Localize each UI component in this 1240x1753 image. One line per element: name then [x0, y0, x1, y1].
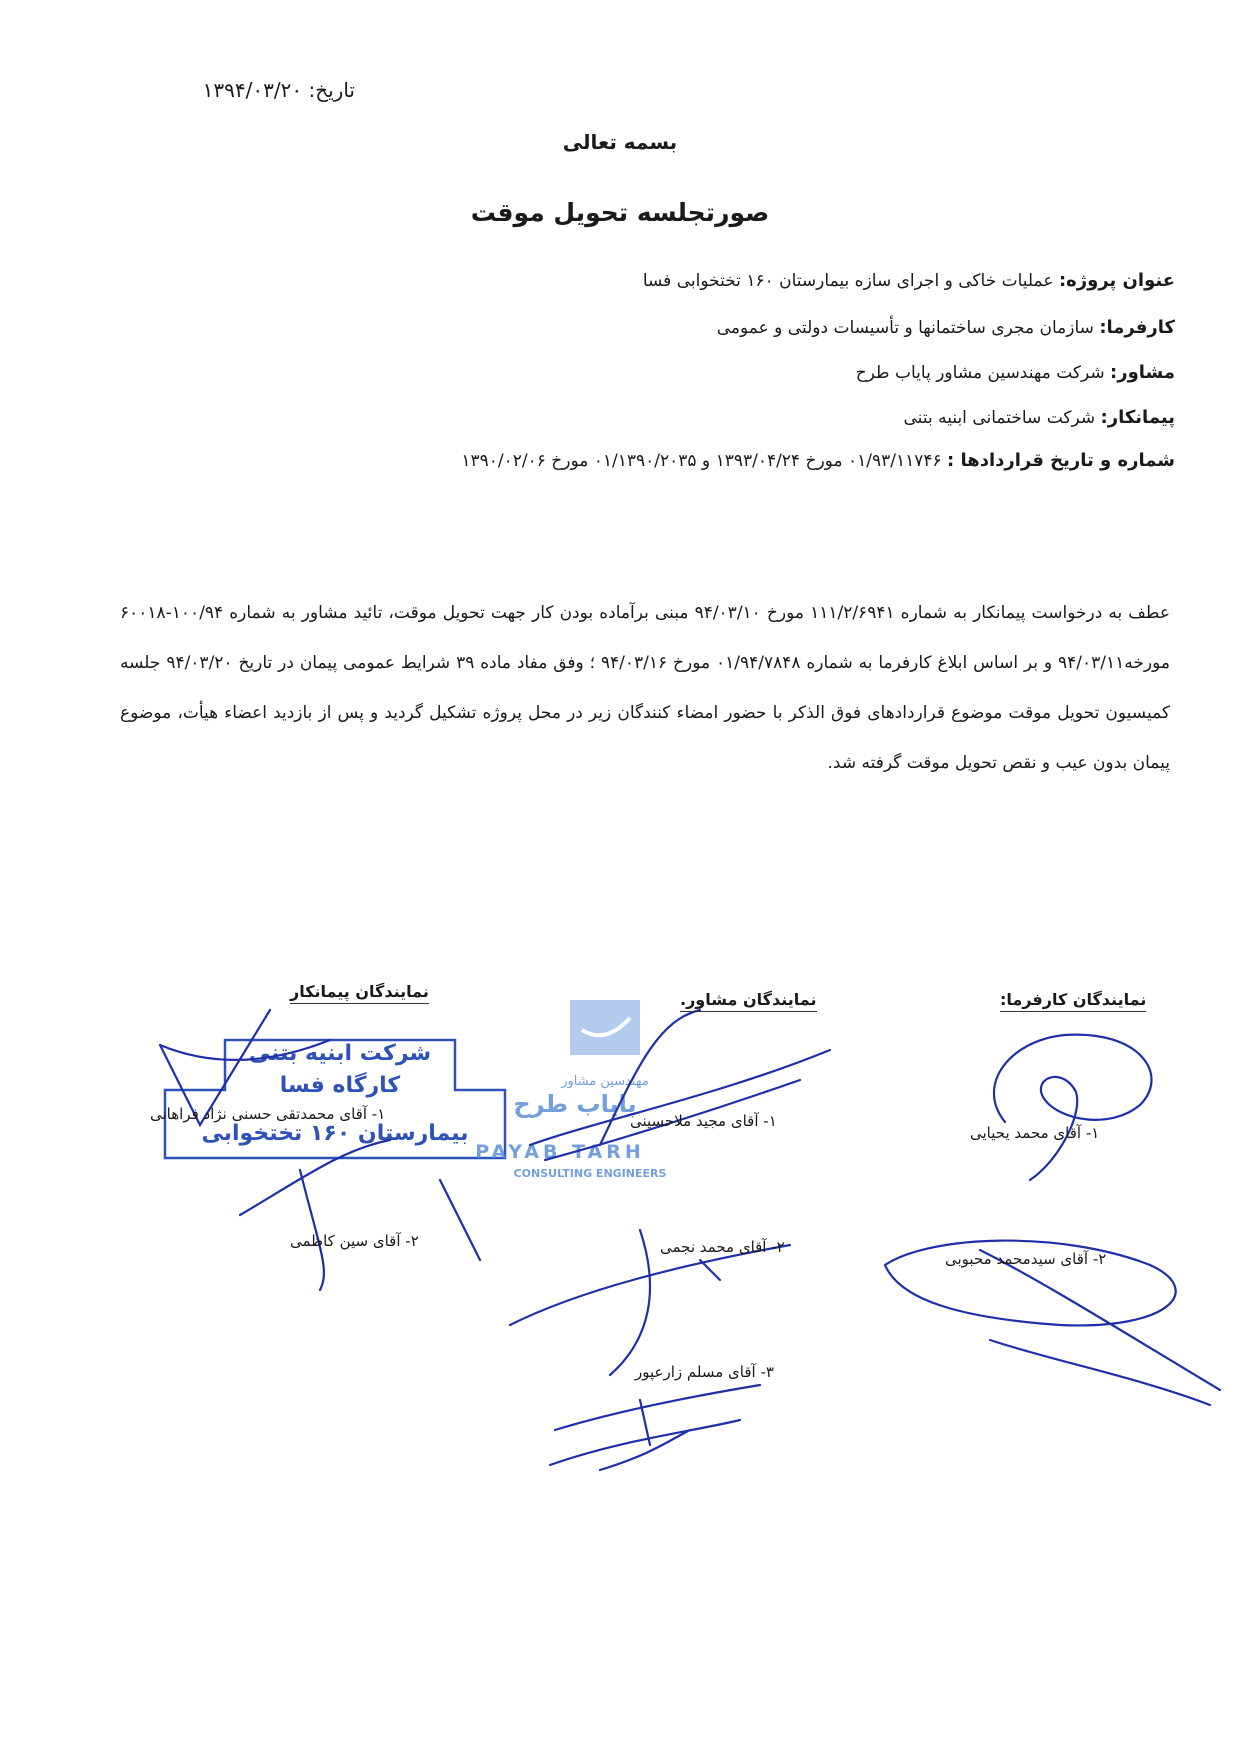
consultant-rep-3: ۳- آقای مسلم زارعپور [635, 1363, 774, 1381]
bismillah-heading: بسمه تعالی [562, 130, 678, 154]
contractor-stamp-line-3: بیمارستان ۱۶۰ تختخوابی [201, 1121, 469, 1146]
consultant-signature-3 [550, 1385, 760, 1470]
project-value: عملیات خاکی و اجرای سازه بیمارستان ۱۶۰ تختخوابی فسا [642, 271, 1054, 291]
contractor-stamp-line-1: شرکت ابنیه بتنی [248, 1041, 432, 1066]
employer-rep-2: ۲- آقای سیدمحمد محبوبی [945, 1250, 1107, 1268]
date-label: تاریخ: [308, 78, 355, 102]
contractor-row [200, 407, 1175, 428]
contractor-stamp [165, 1040, 505, 1158]
date-value: ۱۳۹۴/۰۳/۲۰ [202, 78, 303, 102]
employer-row [200, 317, 1175, 338]
project-label: عنوان پروژه: [1058, 270, 1175, 291]
consultant-stamp-line-1: مهندسین مشاور [561, 1074, 649, 1089]
consultant-reps-heading: نمایندگان مشاور. [680, 990, 817, 1012]
body-paragraph: عطف به درخواست پیمانکار به شماره ۱۱۱/۲/۶۹۴۱ مورخ ۹۴/۰۳/۱۰ مبنی برآماده بودن کار جهت تحویل موقت، تائید مشاور به شماره ۱۰۰/۹۴-۶۰۰۱۸ مورخه۹۴/۰۳/۱۱ و بر اساس ابلاغ کارفرما به شماره ۰۱/۹۴/۷۸۴۸ مورخ ۹۴/۰۳/۱۶ ؛ وفق مفاد ماده ۳۹ شرایط عمومی پیمان در تاریخ ۹۴/۰۳/۲۰ جلسه کمیسیون تحویل موقت موضوع قراردادهای فوق الذکر با حضور امضاء کنندگان زیر در محل پروژه تشکیل گردید و پس از بازدید اعضاء هیأت، موضوع پیمان بدون عیب و نقص تحویل موقت گرفته شد. [120, 603, 1170, 773]
contractor-rep-1: ۱- آقای محمدتقی حسنی نژاد فراهانی [150, 1105, 386, 1123]
consultant-signature-1 [530, 1010, 830, 1160]
consultant-stamp-line-4: CONSULTING ENGINEERS [513, 1167, 667, 1180]
employer-reps-heading: نمایندگان کارفرما: [1000, 990, 1146, 1012]
consultant-label: مشاور: [1110, 362, 1175, 383]
employer-rep-1: ۱- آقای محمد یحیایی [970, 1124, 1100, 1142]
consultant-row [200, 362, 1175, 383]
contracts-label: شماره و تاریخ قراردادها : [947, 450, 1175, 471]
consultant-rep-1: ۱- آقای مجید ملاحسینی [630, 1112, 777, 1130]
document-title: صورتجلسه تحویل موقت [470, 198, 770, 227]
consultant-value: شرکت مهندسین مشاور پایاب طرح [855, 363, 1105, 383]
consultant-stamp-line-3: PAYAB TARH [475, 1141, 645, 1163]
employer-value: سازمان مجری ساختمانها و تأسیسات دولتی و عمومی [716, 318, 1094, 338]
contractor-value: شرکت ساختمانی ابنیه بتنی [903, 408, 1096, 428]
contractor-label: پیمانکار: [1100, 407, 1175, 428]
contracts-row [200, 450, 1175, 471]
date-row [155, 78, 355, 102]
contractor-reps-heading: نمایندگان پیمانکار [290, 982, 429, 1004]
employer-label: کارفرما: [1099, 317, 1175, 338]
contractor-stamp-line-2: کارگاه فسا [279, 1073, 401, 1098]
project-row [200, 270, 1175, 291]
consultant-rep-2: ۲- آقای محمد نجمی [660, 1238, 785, 1256]
contracts-value: ۰۱/۹۳/۱۱۷۴۶ مورخ ۱۳۹۳/۰۴/۲۴ و ۰۱/۱۳۹۰/۲۰۳۵ مورخ ۱۳۹۰/۰۲/۰۶ [461, 451, 942, 471]
contractor-rep-2: ۲- آقای سین کاظمی [290, 1232, 419, 1250]
employer-signature-1 [994, 1035, 1152, 1180]
consultant-stamp [475, 1000, 666, 1180]
consultant-stamp-line-2: پایاب طرح [513, 1090, 637, 1118]
